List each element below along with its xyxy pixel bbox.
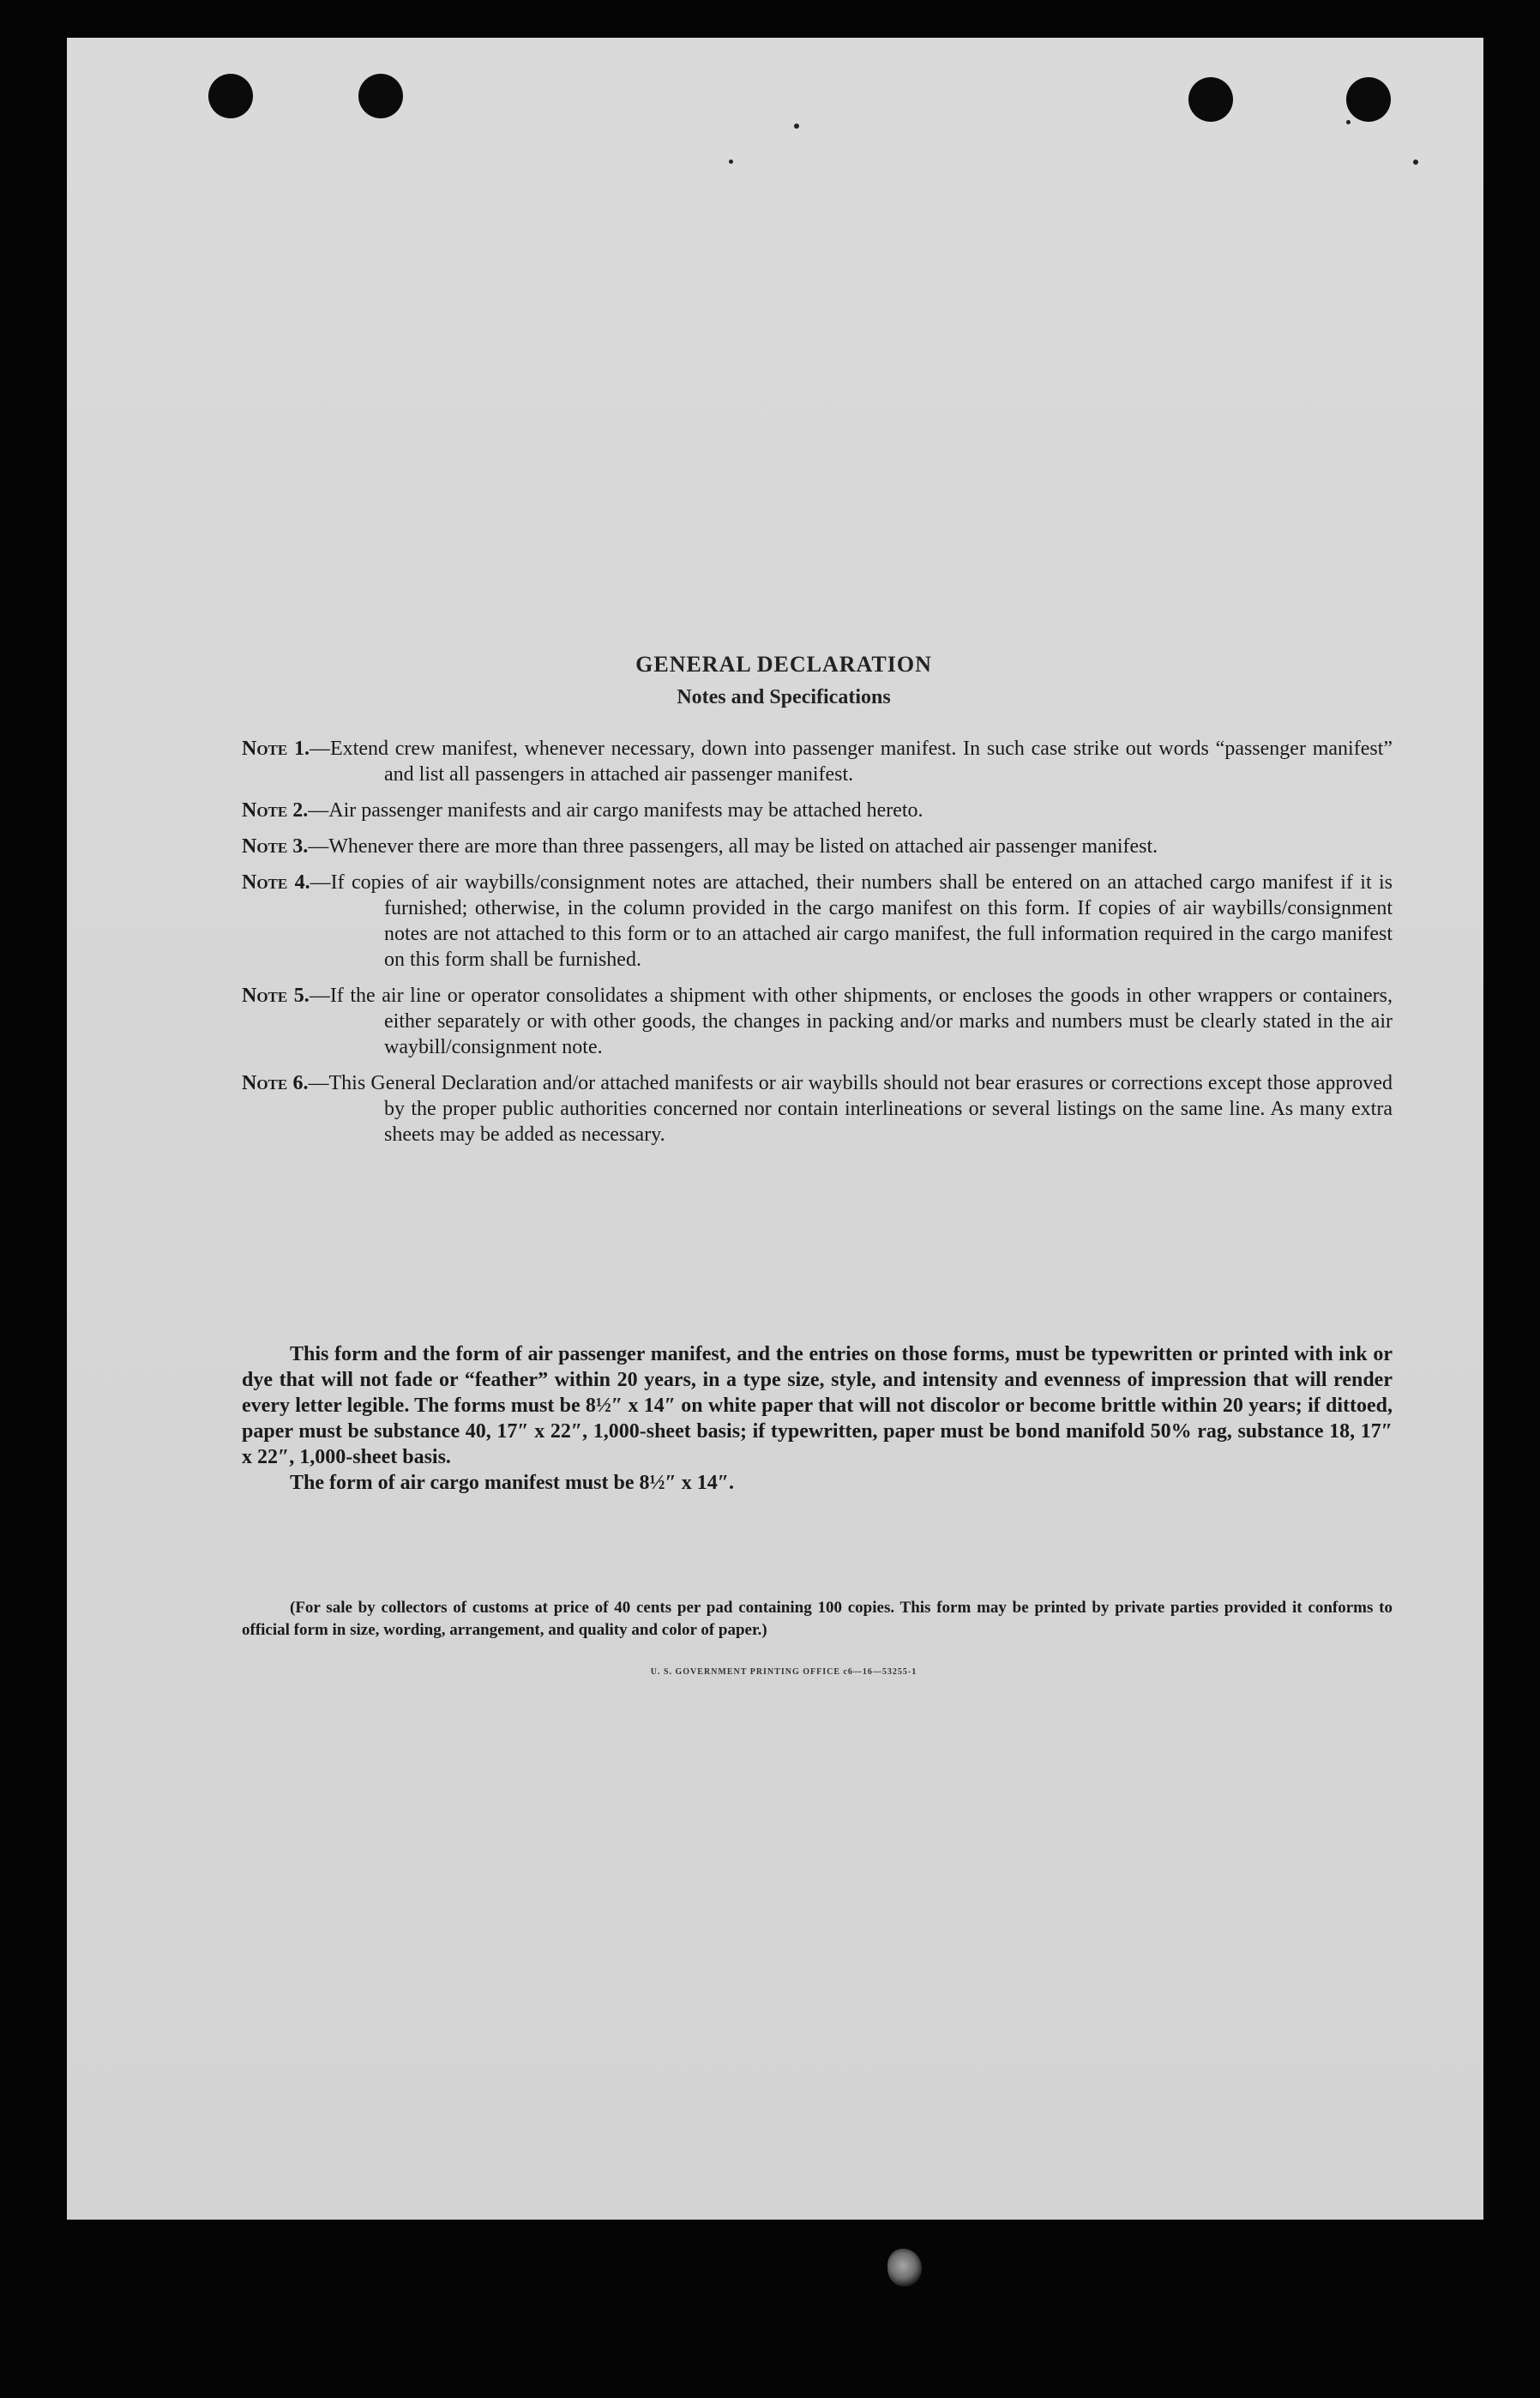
note-item	[242, 834, 1393, 859]
punch-hole	[358, 74, 403, 118]
paragraph-body: This form and the form of air passenger manifest, and the entries on those forms, must be typewritten or printed with ink or dye that will not fade or “feather” within 20 years, in a type size, style, and intensity and evenness of impression that will render every letter legible. The forms must be 8½″ x 14″ on white paper that will not discolor or become brittle within 20 years; if dittoed, paper must be substance 40, 17″ x 22″, 1,000-sheet basis; if typewritten, paper must be bond manifold 50% rag, substance 18, 17″ x 22″, 1,000-sheet basis.	[242, 1343, 1393, 1468]
note-item	[242, 798, 1393, 823]
note-label: Note 5.	[242, 985, 310, 1007]
document-page	[67, 38, 1483, 2220]
note-item	[242, 736, 1393, 787]
speck	[1346, 120, 1351, 124]
document-subtitle: Notes and Specifications	[677, 686, 891, 708]
note-text: —If the air line or operator consolidates a shipment with other shipments, or encloses the goods in other wrappers or containers, either separately or with other goods, the changes in packing and/or marks and numbers must be clearly stated in the air waybill/consignment note.	[309, 985, 1393, 1058]
punch-hole	[1188, 77, 1233, 122]
sale-note-text: (For sale by collectors of customs at price of 40 cents per pad containing 100 copies. This form may be printed by private parties provided it conforms to official form in size, wording, arrangement, and quality and color of paper.)	[242, 1599, 1393, 1639]
sale-note	[242, 1597, 1393, 1642]
punch-hole	[1346, 77, 1391, 122]
note-text: —This General Declaration and/or attached manifests or air waybills should not bear erasures or corrections except those approved by the proper public authorities concerned nor contain interlineations or several listings on the same line. As many extra sheets may be added as necessary.	[308, 1072, 1393, 1146]
specification-paragraph	[242, 1341, 1393, 1496]
note-label: Note 6.	[242, 1072, 309, 1094]
scan-blot	[887, 2249, 922, 2287]
speck	[794, 124, 799, 129]
note-label: Note 2.	[242, 799, 309, 822]
note-item	[242, 1070, 1393, 1148]
speck	[729, 160, 733, 164]
note-item	[242, 870, 1393, 973]
note-text: —If copies of air waybills/consignment notes are attached, their numbers shall be entered on an attached cargo manifest if it is furnished; otherwise, in the column provided in the cargo manifest on this form. If copies of air waybills/consignment notes are not attached to this form or to an attached air cargo manifest, the full information required in the cargo manifest on this form shall be furnished.	[310, 871, 1393, 971]
note-item	[242, 983, 1393, 1060]
note-label: Note 1.	[242, 738, 310, 760]
notes-list	[242, 736, 1393, 1158]
note-label: Note 3.	[242, 835, 309, 858]
document-title: GENERAL DECLARATION	[635, 652, 932, 677]
punch-hole	[208, 74, 253, 118]
note-text: —Whenever there are more than three passengers, all may be listed on attached air passenger manifest.	[308, 835, 1158, 858]
paragraph-last-line: The form of air cargo manifest must be 8½″ x 14″.	[290, 1472, 734, 1494]
speck	[1413, 160, 1418, 165]
note-label: Note 4.	[242, 871, 310, 894]
printing-office-imprint: U. S. GOVERNMENT PRINTING OFFICE c6—16—53255-1	[650, 1667, 917, 1677]
note-text: —Extend crew manifest, whenever necessary, down into passenger manifest. In such case strike out words “passenger manifest” and list all passengers in attached air passenger manifest.	[310, 738, 1393, 786]
note-text: —Air passenger manifests and air cargo manifests may be attached hereto.	[308, 799, 923, 822]
